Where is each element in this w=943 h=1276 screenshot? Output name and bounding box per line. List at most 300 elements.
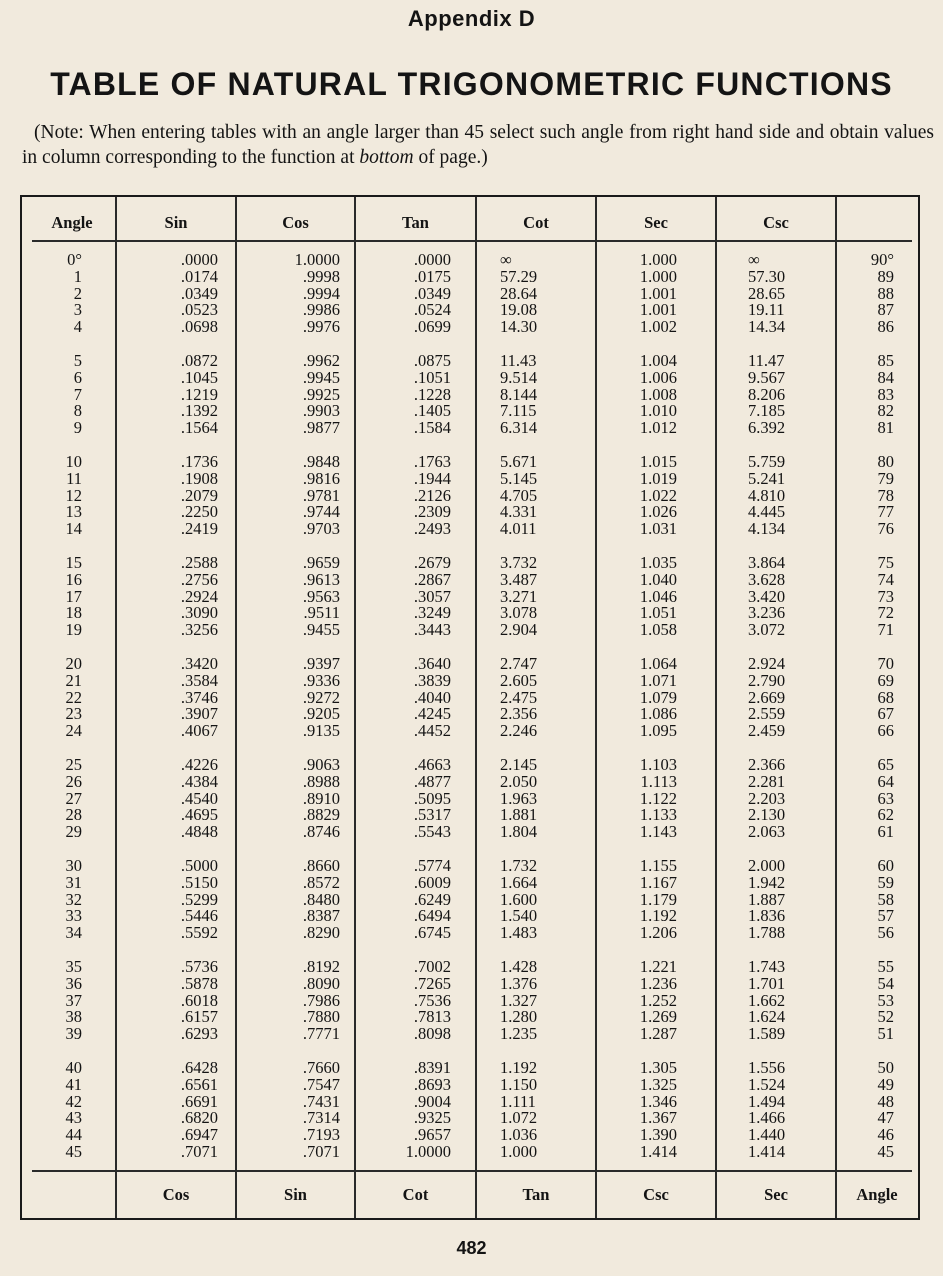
cell-angle: 10: [65, 452, 82, 471]
table-row: [22, 670, 922, 690]
table-row: [22, 824, 922, 841]
cell-angle2: 72: [877, 603, 894, 623]
cell-csc: 4.134: [748, 519, 786, 539]
table-row: [22, 252, 922, 269]
cell-csc: 1.589: [748, 1024, 786, 1044]
page-title: TABLE OF NATURAL TRIGONOMETRIC FUNCTIONS: [50, 66, 893, 102]
cell-cos: .9135: [302, 721, 340, 741]
cell-cot: 1.540: [500, 906, 538, 926]
cell-angle2: 63: [877, 788, 894, 808]
usage-note-emphasis: bottom: [359, 147, 414, 168]
cell-sin: .5150: [180, 872, 218, 892]
cell-angle2: 81: [877, 418, 894, 438]
cell-tan: .5095: [413, 788, 451, 808]
cell-tan: .0175: [413, 266, 451, 286]
cell-tan: 1.0000: [405, 1141, 451, 1161]
cell-angle: 30: [65, 856, 82, 875]
cell-cot: 2.050: [500, 771, 538, 791]
cell-angle: 2: [73, 283, 82, 303]
cell-tan: .6745: [413, 923, 451, 943]
table-row: [22, 706, 922, 723]
cell-csc: 1.414: [748, 1141, 786, 1161]
cell-angle2: 67: [877, 704, 894, 724]
cell-tan: .3839: [413, 670, 451, 690]
cell-sin: .6561: [180, 1074, 218, 1094]
footer-sin: Sin: [284, 1185, 307, 1204]
cell-angle: 6: [73, 367, 82, 387]
cell-sin: .6691: [180, 1091, 218, 1111]
footer-tan: Tan: [522, 1185, 550, 1204]
cell-cot: 4.011: [500, 519, 537, 539]
cell-sec: 1.001: [639, 283, 677, 303]
cell-cos: .8290: [302, 923, 340, 943]
header-rule: [32, 240, 912, 242]
cell-csc: 1.556: [748, 1058, 786, 1077]
cell-angle: 16: [65, 569, 82, 589]
cell-sec: 1.002: [639, 317, 677, 337]
cell-sec: 1.026: [639, 502, 677, 522]
table-row: [22, 420, 922, 437]
cell-tan: .5543: [413, 822, 451, 842]
cell-cos: .9962: [302, 351, 340, 370]
cell-csc: 2.063: [748, 822, 786, 842]
table-row: [22, 1127, 922, 1144]
cell-tan: .9657: [413, 1125, 451, 1145]
cell-cos: .9455: [302, 620, 340, 640]
footer-cos: Cos: [162, 1185, 190, 1204]
trig-table: [20, 195, 920, 1220]
cell-angle: 41: [65, 1074, 82, 1094]
cell-tan: .8693: [413, 1074, 451, 1094]
row-group: [22, 858, 922, 942]
table-row: [22, 367, 922, 387]
cell-sin: .1736: [180, 452, 218, 471]
cell-sin: .2588: [180, 553, 218, 572]
cell-sin: .6293: [180, 1024, 218, 1044]
cell-angle: 12: [65, 485, 82, 505]
cell-sec: 1.414: [639, 1141, 677, 1161]
cell-sec: 1.006: [639, 367, 677, 387]
cell-sec: 1.031: [639, 519, 677, 539]
cell-cos: .7771: [302, 1024, 340, 1044]
cell-tan: .2867: [413, 569, 451, 589]
cell-tan: .6494: [413, 906, 451, 926]
table-row: [22, 1060, 922, 1077]
cell-angle2: 83: [877, 384, 894, 404]
cell-angle2: 69: [877, 670, 894, 690]
cell-tan: .1944: [413, 468, 451, 488]
cell-sec: 1.236: [639, 973, 677, 993]
cell-cot: 1.664: [500, 872, 538, 892]
cell-csc: 2.790: [748, 670, 786, 690]
cell-csc: 4.445: [748, 502, 786, 522]
row-group: [22, 252, 922, 336]
cell-cos: .9925: [302, 384, 340, 404]
cell-cos: .9703: [302, 519, 340, 539]
cell-sin: .4540: [180, 788, 218, 808]
table-row: [22, 1141, 922, 1161]
cell-csc: 19.11: [748, 300, 785, 320]
cell-cot: 1.732: [500, 856, 538, 875]
cell-sec: 1.192: [639, 906, 677, 926]
cell-angle: 20: [65, 654, 82, 673]
cell-tan: .4663: [413, 755, 451, 774]
cell-csc: 14.34: [748, 317, 786, 337]
cell-angle2: 85: [877, 351, 894, 370]
cell-sin: .3420: [180, 654, 218, 673]
cell-angle2: 59: [877, 872, 894, 892]
cell-angle: 3: [73, 300, 82, 320]
cell-sec: 1.012: [639, 418, 677, 438]
cell-angle2: 71: [877, 620, 894, 640]
cell-cot: 1.111: [500, 1091, 536, 1111]
cell-angle: 5: [73, 351, 82, 370]
cell-angle2: 53: [877, 990, 894, 1010]
cell-cos: .9205: [302, 704, 340, 724]
cell-cot: 1.280: [500, 1007, 538, 1027]
cell-tan: .7265: [413, 973, 451, 993]
cell-sin: .6947: [180, 1125, 218, 1145]
cell-angle: 11: [66, 468, 82, 488]
cell-cos: .8660: [302, 856, 340, 875]
cell-cos: .9848: [302, 452, 340, 471]
cell-angle2: 75: [877, 553, 894, 572]
cell-sin: .4848: [180, 822, 218, 842]
cell-tan: .2309: [413, 502, 451, 522]
cell-sec: 1.086: [639, 704, 677, 724]
row-group: [22, 454, 922, 538]
cell-sec: 1.103: [639, 755, 677, 774]
table-row: [22, 973, 922, 993]
cell-sin: .4226: [180, 755, 218, 774]
appendix-label: Appendix D: [407, 6, 536, 31]
cell-tan: .2679: [413, 553, 451, 572]
cell-sin: .6428: [180, 1058, 218, 1077]
cell-angle2: 56: [877, 923, 894, 943]
cell-sin: .5592: [180, 923, 218, 943]
cell-csc: 2.203: [748, 788, 786, 808]
footer-sec: Sec: [764, 1185, 788, 1204]
cell-sec: 1.079: [639, 687, 677, 707]
cell-cos: .9998: [302, 266, 340, 286]
cell-csc: 2.559: [748, 704, 786, 724]
cell-csc: 5.759: [748, 452, 786, 471]
cell-cos: .7193: [302, 1125, 340, 1145]
cell-csc: 1.788: [748, 923, 786, 943]
table-row: [22, 485, 922, 505]
cell-sin: .4067: [180, 721, 218, 741]
cell-sec: 1.113: [640, 771, 677, 791]
cell-tan: .5317: [413, 805, 451, 825]
row-group: [22, 1060, 922, 1161]
cell-angle: 40: [65, 1058, 82, 1077]
cell-cot: 2.747: [500, 654, 538, 673]
cell-cos: .9945: [302, 367, 340, 387]
cell-cos: .9781: [302, 485, 340, 505]
cell-cos: .7880: [302, 1007, 340, 1027]
row-group: [22, 353, 922, 437]
page-number: 482: [456, 1238, 487, 1258]
cell-csc: 1.494: [748, 1091, 786, 1111]
cell-angle: 36: [65, 973, 82, 993]
table-row: [22, 319, 922, 336]
cell-angle2: 73: [877, 586, 894, 606]
cell-sec: 1.000: [639, 250, 677, 269]
row-group: [22, 757, 922, 841]
cell-angle: 17: [65, 586, 82, 606]
cell-csc: 2.366: [748, 755, 786, 774]
cell-csc: 7.185: [748, 401, 786, 421]
cell-angle2: 78: [877, 485, 894, 505]
cell-cos: .9613: [302, 569, 340, 589]
cell-angle2: 76: [877, 519, 894, 539]
usage-note-text: (Note: When entering tables with an angle larger than 45 select such angle from right hand side and obtain values in column corresponding to the function at: [22, 122, 934, 168]
table-row: [22, 266, 922, 286]
cell-angle: 35: [65, 957, 82, 976]
cell-cot: 5.145: [500, 468, 538, 488]
cell-sin: .3746: [180, 687, 218, 707]
cell-sec: 1.046: [639, 586, 677, 606]
cell-sin: .6157: [180, 1007, 218, 1027]
cell-sin: .3256: [180, 620, 218, 640]
cell-sec: 1.051: [639, 603, 677, 623]
cell-cot: 3.271: [500, 586, 538, 606]
cell-cot: 11.43: [500, 351, 537, 370]
table-row: [22, 403, 922, 420]
table-row: [22, 521, 922, 538]
cell-sec: 1.133: [639, 805, 677, 825]
cell-cos: .9976: [302, 317, 340, 337]
cell-sec: 1.305: [639, 1058, 677, 1077]
cell-csc: 1.624: [748, 1007, 786, 1027]
cell-cot: 2.475: [500, 687, 538, 707]
cell-angle2: 48: [877, 1091, 894, 1111]
cell-cos: .9511: [303, 603, 340, 623]
cell-sec: 1.367: [639, 1108, 677, 1128]
cell-sec: 1.010: [639, 401, 677, 421]
cell-angle: 34: [65, 923, 82, 943]
cell-angle: 19: [65, 620, 82, 640]
table-row: [22, 959, 922, 976]
cell-sec: 1.325: [639, 1074, 677, 1094]
cell-cos: .9397: [302, 654, 340, 673]
footer-cot: Cot: [402, 1185, 429, 1204]
header-angle: Angle: [51, 213, 93, 232]
cell-sec: 1.122: [639, 788, 677, 808]
cell-tan: .2126: [413, 485, 451, 505]
cell-csc: 3.236: [748, 603, 786, 623]
cell-cot: 1.150: [500, 1074, 538, 1094]
cell-csc: 1.662: [748, 990, 786, 1010]
cell-cot: 14.30: [500, 317, 538, 337]
cell-cos: .9994: [302, 283, 340, 303]
cell-cot: 1.327: [500, 990, 538, 1010]
cell-sin: .3584: [180, 670, 218, 690]
cell-angle: 45: [65, 1141, 82, 1161]
cell-cot: 1.072: [500, 1108, 538, 1128]
cell-tan: .7813: [413, 1007, 451, 1027]
cell-tan: .5774: [413, 856, 451, 875]
cell-tan: .4040: [413, 687, 451, 707]
cell-sec: 1.167: [639, 872, 677, 892]
cell-tan: .3057: [413, 586, 451, 606]
cell-cot: 28.64: [500, 283, 538, 303]
cell-csc: 3.072: [748, 620, 786, 640]
cell-sin: .5299: [180, 889, 218, 909]
table-row: [22, 586, 922, 606]
footer-angle: Angle: [856, 1185, 898, 1204]
cell-cot: 1.963: [500, 788, 538, 808]
table-row: [22, 622, 922, 639]
cell-cot: 1.804: [500, 822, 538, 842]
cell-sin: .2419: [180, 519, 218, 539]
cell-angle2: 79: [877, 468, 894, 488]
cell-sin: .3907: [180, 704, 218, 724]
cell-cot: 2.246: [500, 721, 538, 741]
cell-cos: .7314: [302, 1108, 340, 1128]
cell-tan: .4877: [413, 771, 451, 791]
cell-sin: .2250: [180, 502, 218, 522]
cell-angle2: 49: [877, 1074, 894, 1094]
cell-angle: 14: [65, 519, 82, 539]
cell-angle: 32: [65, 889, 82, 909]
cell-angle: 0°: [67, 250, 82, 269]
cell-cos: .7071: [302, 1141, 340, 1161]
cell-cot: 1.376: [500, 973, 538, 993]
cell-angle2: 51: [877, 1024, 894, 1044]
cell-angle2: 66: [877, 721, 894, 741]
cell-csc: 1.440: [748, 1125, 786, 1145]
cell-sec: 1.040: [639, 569, 677, 589]
cell-cos: .8572: [302, 872, 340, 892]
cell-sec: 1.064: [639, 654, 677, 673]
cell-sin: .2924: [180, 586, 218, 606]
cell-angle: 37: [65, 990, 82, 1010]
cell-csc: 1.836: [748, 906, 786, 926]
cell-tan: .0699: [413, 317, 451, 337]
cell-angle2: 86: [877, 317, 894, 337]
cell-angle: 8: [73, 401, 82, 421]
cell-angle: 22: [65, 687, 82, 707]
cell-angle: 7: [73, 384, 82, 404]
cell-cos: .8829: [302, 805, 340, 825]
cell-csc: 11.47: [748, 351, 785, 370]
table-row: [22, 723, 922, 740]
cell-angle: 29: [65, 822, 82, 842]
cell-sec: 1.269: [639, 1007, 677, 1027]
cell-tan: .6249: [413, 889, 451, 909]
cell-sin: .1045: [180, 367, 218, 387]
cell-cot: 3.487: [500, 569, 538, 589]
cell-sin: .1564: [180, 418, 218, 438]
cell-angle2: 61: [877, 822, 894, 842]
cell-cot: 1.428: [500, 957, 538, 976]
cell-angle: 27: [65, 788, 82, 808]
cell-csc: 1.701: [748, 973, 786, 993]
cell-sin: .0872: [180, 351, 218, 370]
table-row: [22, 384, 922, 404]
cell-cot: 2.145: [500, 755, 538, 774]
cell-cos: .8910: [302, 788, 340, 808]
cell-cot: 2.904: [500, 620, 538, 640]
cell-cos: .8988: [302, 771, 340, 791]
table-row: [22, 990, 922, 1010]
cell-cos: .7660: [302, 1058, 340, 1077]
cell-sin: .6820: [180, 1108, 218, 1128]
cell-sec: 1.071: [639, 670, 677, 690]
cell-tan: .0349: [413, 283, 451, 303]
cell-tan: .9004: [413, 1091, 451, 1111]
cell-angle2: 45: [877, 1141, 894, 1161]
cell-sec: 1.390: [639, 1125, 677, 1145]
cell-csc: 2.924: [748, 654, 786, 673]
cell-csc: 3.420: [748, 586, 786, 606]
table-row: [22, 858, 922, 875]
cell-angle2: 77: [877, 502, 894, 522]
cell-csc: 28.65: [748, 283, 786, 303]
cell-tan: .2493: [413, 519, 451, 539]
cell-sin: .0000: [180, 250, 218, 269]
cell-cos: .7547: [302, 1074, 340, 1094]
table-row: [22, 1091, 922, 1111]
cell-angle2: 89: [877, 266, 894, 286]
cell-tan: .3249: [413, 603, 451, 623]
cell-sec: 1.001: [639, 300, 677, 320]
cell-angle: 9: [73, 418, 82, 438]
cell-angle2: 46: [877, 1125, 894, 1145]
cell-sec: 1.252: [639, 990, 677, 1010]
cell-angle2: 50: [877, 1058, 894, 1077]
cell-cos: .8090: [302, 973, 340, 993]
cell-csc: 2.459: [748, 721, 786, 741]
cell-angle: 18: [65, 603, 82, 623]
cell-angle2: 52: [877, 1007, 894, 1027]
cell-sin: .1392: [180, 401, 218, 421]
cell-cot: 4.331: [500, 502, 538, 522]
cell-tan: .8098: [413, 1024, 451, 1044]
cell-sec: 1.022: [639, 485, 677, 505]
cell-cos: .9272: [302, 687, 340, 707]
cell-cot: 57.29: [500, 266, 538, 286]
cell-csc: 1.942: [748, 872, 786, 892]
cell-sin: .2079: [180, 485, 218, 505]
cell-cot: 5.671: [500, 452, 538, 471]
cell-cot: 3.732: [500, 553, 538, 572]
cell-csc: 2.000: [748, 856, 786, 875]
cell-csc: 8.206: [748, 384, 786, 404]
table-row: [22, 807, 922, 824]
cell-sec: 1.058: [639, 620, 677, 640]
cell-cos: .9903: [302, 401, 340, 421]
table-row: [22, 1074, 922, 1094]
table-row: [22, 687, 922, 707]
header-cot: Cot: [523, 213, 549, 232]
header-sec: Sec: [644, 213, 668, 232]
cell-angle: 15: [65, 553, 82, 572]
cell-angle2: 57: [877, 906, 894, 926]
table-row: [22, 889, 922, 909]
table-row: [22, 1110, 922, 1127]
cell-cot: 1.036: [500, 1125, 538, 1145]
cell-angle: 23: [65, 704, 82, 724]
cell-cos: .9986: [302, 300, 340, 320]
cell-angle: 31: [65, 872, 82, 892]
cell-cos: .9336: [302, 670, 340, 690]
table-row: [22, 569, 922, 589]
cell-cot: 4.705: [500, 485, 538, 505]
table-row: [22, 555, 922, 572]
cell-csc: 1.466: [748, 1108, 786, 1128]
